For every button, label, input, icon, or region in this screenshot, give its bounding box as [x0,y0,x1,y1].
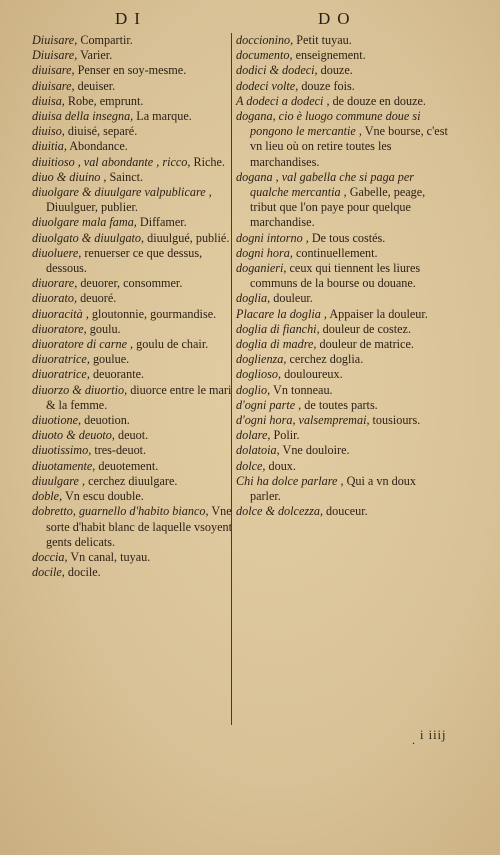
entry-headword: doglia di fianchi, [236,321,320,336]
entry-translation: douleur de costez. [319,321,411,336]
signature-mark: i iiij [420,728,447,742]
entry-headword: diuorzo & diuortio, [32,382,128,397]
entry-headword: diuoratrice, [32,367,90,382]
entry-headword: doganieri, [236,261,287,276]
dictionary-entry [32,443,234,458]
entry-translation: continuellement. [292,245,378,260]
entry-translation: goulu. [86,321,121,336]
dictionary-entry [32,428,234,443]
dictionary-entry [32,109,234,124]
entry-translation: Appaiser la douleur. [326,306,428,321]
dictionary-entry [236,291,448,306]
entry-translation: deuot. [114,428,149,443]
dictionary-entry [236,246,448,261]
entry-translation: Diffamer. [136,215,187,230]
dictionary-entry [32,94,234,109]
dictionary-entry [236,307,448,322]
dictionary-entry [32,565,234,580]
entry-translation: Vne sorte d'habit blanc de laquelle vsoyent gents delicats. [46,504,232,549]
entry-translation: De tous costés. [308,230,386,245]
dictionary-entry [32,307,234,322]
dictionary-entry [236,63,448,78]
header-left: DI [115,9,147,28]
entry-headword: doglia di madre, [236,337,317,352]
entry-translation: Penser en soy-mesme. [74,63,187,78]
dictionary-entry [32,276,234,291]
entry-translation: diuisé, separé. [64,124,138,139]
entry-headword: diuoracità , [32,306,89,321]
entry-headword: diuotissimo, [32,443,92,458]
entry-headword: diuoto & deuoto, [32,428,115,443]
entry-headword: diuorare, [32,276,78,291]
entry-headword: Placare la doglia , [236,306,327,321]
dictionary-entry [236,367,448,382]
entry-translation: Polir. [270,428,300,443]
entry-headword: diuorato, [32,291,78,306]
entry-headword: diuulgare , [32,473,86,488]
dictionary-entry [236,170,448,231]
dictionary-entry [32,413,234,428]
entry-translation: deuiser. [74,78,116,93]
entry-translation: douze. [317,63,353,78]
dictionary-entry [236,459,448,474]
entry-translation: ceux qui tiennent les liures communs de la bourse ou douane. [250,261,421,291]
dictionary-entry [32,231,234,246]
entry-translation: douze fois. [298,78,355,93]
entry-translation: Abondance. [66,139,128,154]
entry-headword: diuitioso , val abondante , ricco, [32,154,191,169]
dictionary-entry [236,109,448,170]
entry-translation: La marque. [133,109,192,124]
printer-mark: . [412,733,415,747]
dictionary-entry [32,383,234,413]
entry-headword: diuolgato & diuulgato, [32,230,145,245]
entry-translation: douloureux. [281,367,343,382]
dictionary-entry [32,352,234,367]
entry-translation: tousiours. [369,413,421,428]
entry-headword: docile, [32,565,65,580]
entry-headword: dodici & dodeci, [236,63,318,78]
entry-headword: diuoratrice, [32,352,90,367]
entry-headword: doglioso, [236,367,282,382]
entry-headword: Chi ha dolce parlare , [236,473,344,488]
column-divider [231,33,232,725]
dictionary-entry [32,139,234,154]
entry-translation: gloutonnie, gourmandise. [88,306,217,321]
entry-headword: doble, [32,489,63,504]
dictionary-entry [236,443,448,458]
entry-translation: Vne douloire. [279,443,350,458]
entry-translation: Diuulguer, publier. [46,200,138,215]
dictionary-entry [32,246,234,276]
dictionary-entry [236,33,448,48]
entry-translation: enseignement. [292,48,366,63]
running-header [0,9,500,31]
entry-translation: Vne bourse, c'est vn lieu où on retire toutes les marchandises. [250,124,448,169]
entry-headword: Diuisare, [32,33,78,47]
entry-translation: de toutes parts. [301,397,378,412]
entry-translation: Vn escu double. [62,489,144,504]
entry-headword: d'ogni parte , [236,397,302,412]
entry-translation: diuulgué, publié. [144,230,230,245]
dictionary-entry [236,474,448,504]
entry-headword: dodeci volte, [236,78,299,93]
dictionary-entry [236,383,448,398]
dictionary-entry [32,124,234,139]
entry-headword: diuoratore di carne , [32,337,134,352]
entry-translation: diuorce entre le mari & la femme. [46,382,232,412]
entry-translation: de douze en douze. [329,93,426,108]
dictionary-entry [32,550,234,565]
entry-headword: diuoratore, [32,321,87,336]
dictionary-entry [236,504,448,519]
dictionary-entry [32,337,234,352]
entry-translation: Vn canal, tuyau. [67,549,151,564]
entry-translation: deuotement. [95,458,159,473]
dictionary-entry [32,504,234,550]
right-column [236,33,448,520]
entry-translation: deuorer, consommer. [77,276,183,291]
dictionary-entry [236,413,448,428]
entry-translation: doux. [265,458,296,473]
dictionary-entry [236,352,448,367]
entry-headword: dogana , val gabella che si paga per qualche mercantia , [236,169,415,200]
entry-headword: doccia, [32,549,68,564]
dictionary-entry [32,459,234,474]
entry-headword: documento, [236,48,293,63]
dictionary-entry [236,322,448,337]
dictionary-entry [236,261,448,291]
entry-translation: Petit tuyau. [293,33,352,47]
entry-headword: doglio, [236,382,271,397]
entry-translation: Robe, emprunt. [64,93,144,108]
dictionary-entry [32,155,234,170]
dictionary-entry [32,79,234,94]
entry-headword: dolatoia, [236,443,280,458]
dictionary-entry [236,428,448,443]
entry-translation: Sainct. [106,169,144,184]
dictionary-entry [236,231,448,246]
dictionary-entry [236,94,448,109]
entry-translation: Compartir. [77,33,133,47]
dictionary-entry [32,33,234,48]
entry-headword: diuolgare mala fama, [32,215,137,230]
entry-headword: doccionino, [236,33,294,47]
entry-headword: diuisare, [32,63,75,78]
entry-translation: deuoré. [77,291,117,306]
header-right: DO [318,9,357,28]
entry-translation: douceur. [323,504,368,519]
entry-headword: dolare, [236,428,271,443]
entry-headword: dolce, [236,458,266,473]
entry-headword: A dodeci a dodeci , [236,93,330,108]
entry-headword: diuiso, [32,124,65,139]
entry-translation: douleur. [270,291,313,306]
dictionary-entry [32,185,234,215]
dictionary-entry [32,63,234,78]
entry-headword: diuotamente, [32,458,96,473]
entry-headword: diuisa, [32,93,65,108]
entry-headword: diuitia, [32,139,67,154]
entry-headword: diuo & diuino , [32,169,107,184]
entry-headword: diuotione, [32,413,82,428]
entry-headword: dogni intorno , [236,230,309,245]
dictionary-entry [32,474,234,489]
entry-translation: Vn tonneau. [270,382,333,397]
dictionary-entry [32,367,234,382]
dictionary-entry [32,170,234,185]
dictionary-entry [32,291,234,306]
entry-translation: cerchez doglia. [286,352,364,367]
entry-translation: Qui a vn doux parler. [250,473,416,504]
entry-translation: goulue. [89,352,130,367]
entry-headword: dolce & dolcezza, [236,504,323,519]
entry-headword: diuolgare & diuulgare valpublicare , [32,185,212,200]
entry-headword: doglienza, [236,352,287,367]
entry-headword: d'ogni hora, valsempremai, [236,413,370,428]
entry-headword: dogana, cio è luogo commune doue si pongono le mercantie , [236,109,421,139]
entry-headword: Diuisare, [32,48,78,63]
entry-translation: Varier. [77,48,113,63]
entry-headword: doglia, [236,291,271,306]
dictionary-entry [236,337,448,352]
dictionary-entry [32,215,234,230]
entry-translation: Riche. [190,154,225,169]
entry-translation: deuorante. [89,367,145,382]
dictionary-entry [32,322,234,337]
dictionary-entry [32,489,234,504]
entry-translation: renuerser ce que dessus, dessous. [46,245,203,276]
entry-translation: goulu de chair. [133,337,209,352]
entry-translation: cerchez diuulgare. [85,473,178,488]
dictionary-entry [236,79,448,94]
entry-headword: diuisa della insegna, [32,109,134,124]
entry-translation: douleur de matrice. [316,337,414,352]
entry-translation: tres-deuot. [91,443,147,458]
left-column [32,33,234,580]
entry-headword: dobretto, guarnello d'habito bianco, [32,504,209,519]
dictionary-entry [236,48,448,63]
dictionary-entry [236,398,448,413]
entry-headword: dogni hora, [236,245,293,260]
entry-headword: diuisare, [32,78,75,93]
entry-translation: docile. [64,565,101,580]
dictionary-entry [32,48,234,63]
entry-translation: deuotion. [81,413,130,428]
entry-headword: diuoluere, [32,245,82,260]
entry-translation: Gabelle, peage, tribut que l'on paye pour quelque marchandise. [250,185,426,230]
